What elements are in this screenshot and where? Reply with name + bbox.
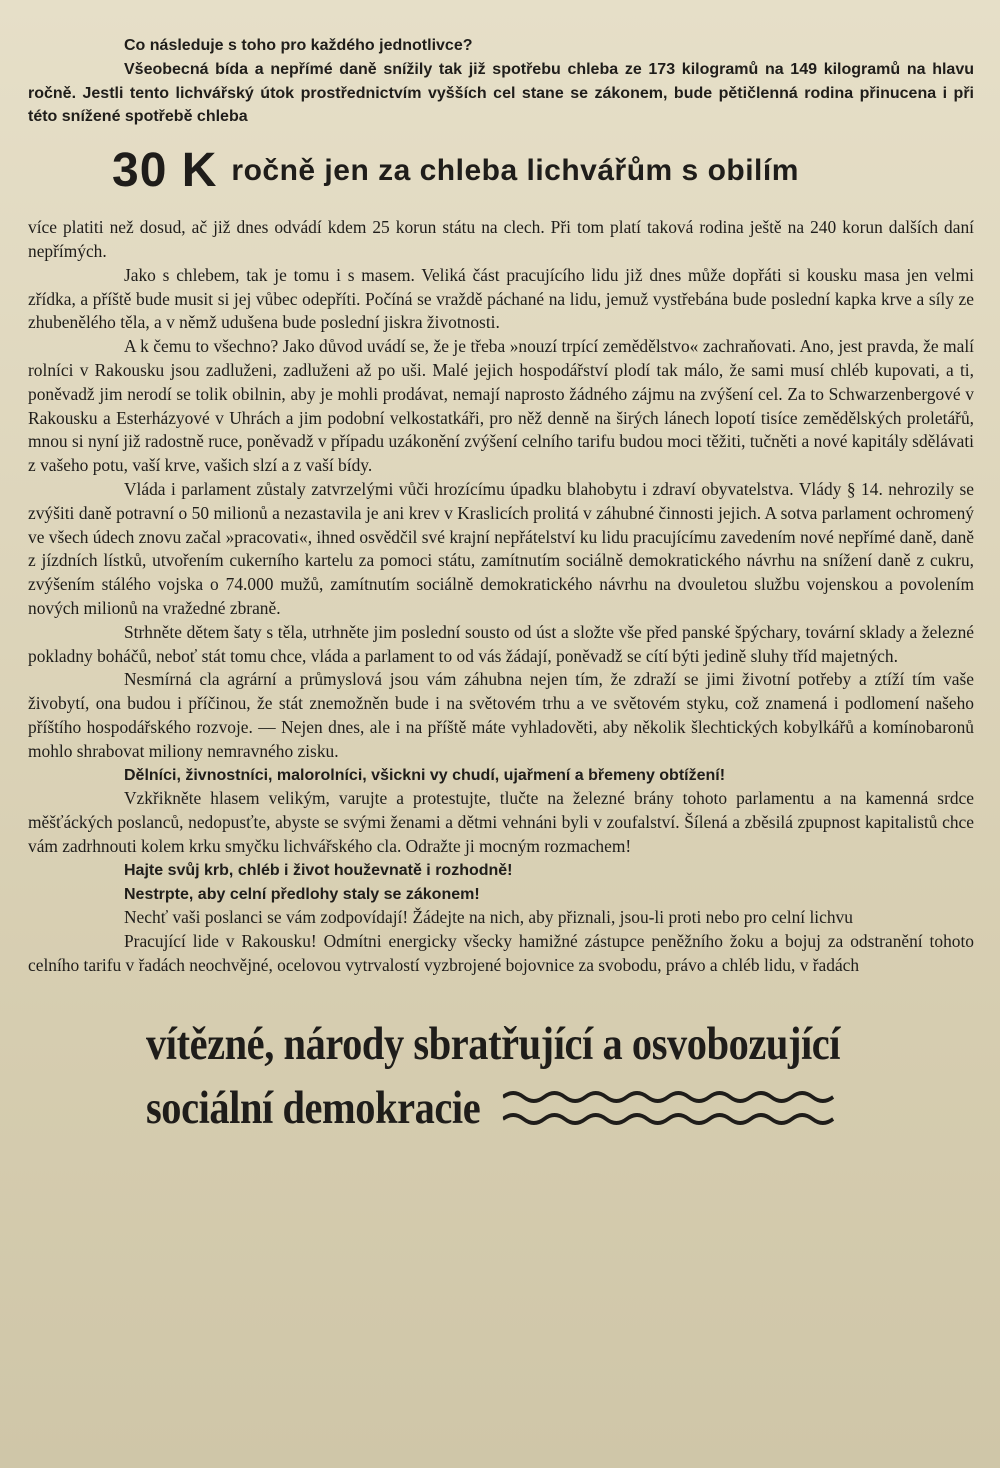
closing-slogan <box>146 1012 858 1140</box>
closing-line-1: vítězné, národy sbratřující a osvobozující <box>146 1017 841 1070</box>
appeal-hearth: Hajte svůj krb, chléb i život houževnatě i rozhodně! <box>124 861 513 879</box>
intro-question: Co následuje s toho pro každého jednotlivce? <box>124 37 473 54</box>
appeal-no-law: Nestrpte, aby celní předlohy staly se zákonem! <box>124 885 480 903</box>
closing-line-2-row <box>146 1076 858 1140</box>
headline <box>112 143 974 198</box>
paragraph-14: Pracující lide v Rakousku! Odmítni energicky všecky hamižné zástupce peněžního žoku a bojuj za odstranění tohoto celního tarifu v řadách neochvějné, ocelovou vytrvalostí vyzbrojené bojovnice za svobodu, právo a chléb lidu, v řadách <box>28 931 974 975</box>
intro-paragraph: Všeobecná bída a nepřímé daně snížily tak již spotřebu chleba ze 173 kilogramů na 149 kilogramů na hlavu ročně. Jestli tento lichvářský útok prostřednictvím vyšších cel stane se zákonem, bude pětičlenná rodina přinucena i při této snížené spotřebě chleba <box>28 60 974 126</box>
paragraph-6: Vláda i parlament zůstaly zatvrzelými vůči hrozícímu úpadku blahobytu i zdraví obyvatelstva. Vlády § 14. nehrozily se zvýšiti daně potravní o 50 milionů a nezastavila je ani krev v Kraslicích prolitá v záhubné činnosti jejich. A sotva parlament ochromený ve všech údech znovu začal »pracovati«, ihned osvědčil své krajní nepřátelství ku lidu pracujícímu zavedením nové nepřímé daně, daně z jízdních lístků, utvořením cukerního kartelu za pomoci státu, zamítnutím sociálně demokratického návrhu na snížení daně z cukru, zvýšením stálého vojska o 74.000 mužů, zamítnutím sociálně demokratického návrhu na dvouletou službu vojenskou a povolením nových milionů na vražedné zbraně. <box>28 478 974 618</box>
wavy-rule-decoration <box>503 1085 847 1131</box>
paragraph-10: Vzkřikněte hlasem velikým, varujte a protestujte, tlučte na železné brány tohoto parlamentu a na kamenná srdce měšťáckých poslanců, nedopusťte, abyste se svými ženami a dětmi vehnáni byli v zoufalství. Šílená a zběsilá zpupnost kapitalistů chce vám zadrhnouti kolem krku smyčku lichvářského cla. Odražte ji mocným rozmachem! <box>28 788 974 856</box>
paragraph-5: A k čemu to všechno? Jako důvod uvádí se, že je třeba »nouzí trpící zemědělstvo« zachraňovati. Ano, jest pravda, že malí rolníci v Rakousku jsou zadluženi, zadluženi až po uši. Malé jejich hospodářství plodí tak málo, že sami musí chléb kupovati, a ti, poněvadž jim nerodí se tolik obilnin, aby je mohli prodávat, nemají naprosto žádného zájmu na zvýšení cel. Za to Schwarzenbergové v Rakousku a Esterházyové v Uhrách a jim podobní velkostatkáři, pro něž denně na širých lánech lopotí tisíce zemědělských proletářů, mnou si nyní již radostně ruce, poněvadž v případu uzákonění zvýšení celního tarifu budou moci těžiti, tučněti a nové kapitály sdělávati z vašeho potu, vaší krve, vašich slzí a z vaší bídy. <box>28 336 974 476</box>
paragraph-8: Nesmírná cla agrární a průmyslová jsou vám záhubna nejen tím, že zdraží se jimi životní potřeby a ztíží tím vaše živobytí, ona budou i příčinou, že stát znemožněn bude i na světovém trhu a ve světovém styku, což znamená i podlomení našeho příštího hospodářského rozvoje. — Nejen dnes, ale i na příště máte vyhladověti, aby několik šlechtických kobylkářů a komínobaronů mohlo shrabovat miliony nemravného zisku. <box>28 669 974 761</box>
paragraph-13: Nechť vaši poslanci se vám zodpovídají! Žádejte na nich, aby přiznali, jsou-li proti nebo pro celní lichvu <box>124 907 853 928</box>
closing-line-2: sociální demokracie <box>146 1081 481 1134</box>
paragraph-4: Jako s chlebem, tak je tomu i s masem. Veliká část pracujícího lidu již dnes může dopřáti si kousku masa jen velmi zřídka, a příště bude musit si jej vůbec odepříti. Počíná se vraždě páchané na lidu, jemuž vystřebána bude poslední kapka krve a síly ze zhubenělého těla, a v němž udušena bude poslední jiskra životnosti. <box>28 264 974 333</box>
headline-amount: 30 K <box>112 144 218 198</box>
appeal-workers: Dělníci, živnostníci, malorolníci, všickni vy chudí, ujařmení a břemeny obtížení! <box>124 766 726 784</box>
paragraph-7: Strhněte dětem šaty s těla, utrhněte jim poslední sousto od úst a složte vše před panské špýchary, tovární sklady a železné pokladny boháčů, neboť stát tomu chce, vláda a parlament to od vás žádají, poněvadž se cítí býti jedině sluhy tříd majetných. <box>28 621 974 666</box>
paragraph-3: více platiti než dosud, ač již dnes odvádí kdem 25 korun státu na clech. Při tom platí taková rodina ještě na 240 korun dalších daní nepřímých. <box>28 217 974 261</box>
headline-text: ročně jen za chleba lichvářům s obilím <box>231 153 799 187</box>
